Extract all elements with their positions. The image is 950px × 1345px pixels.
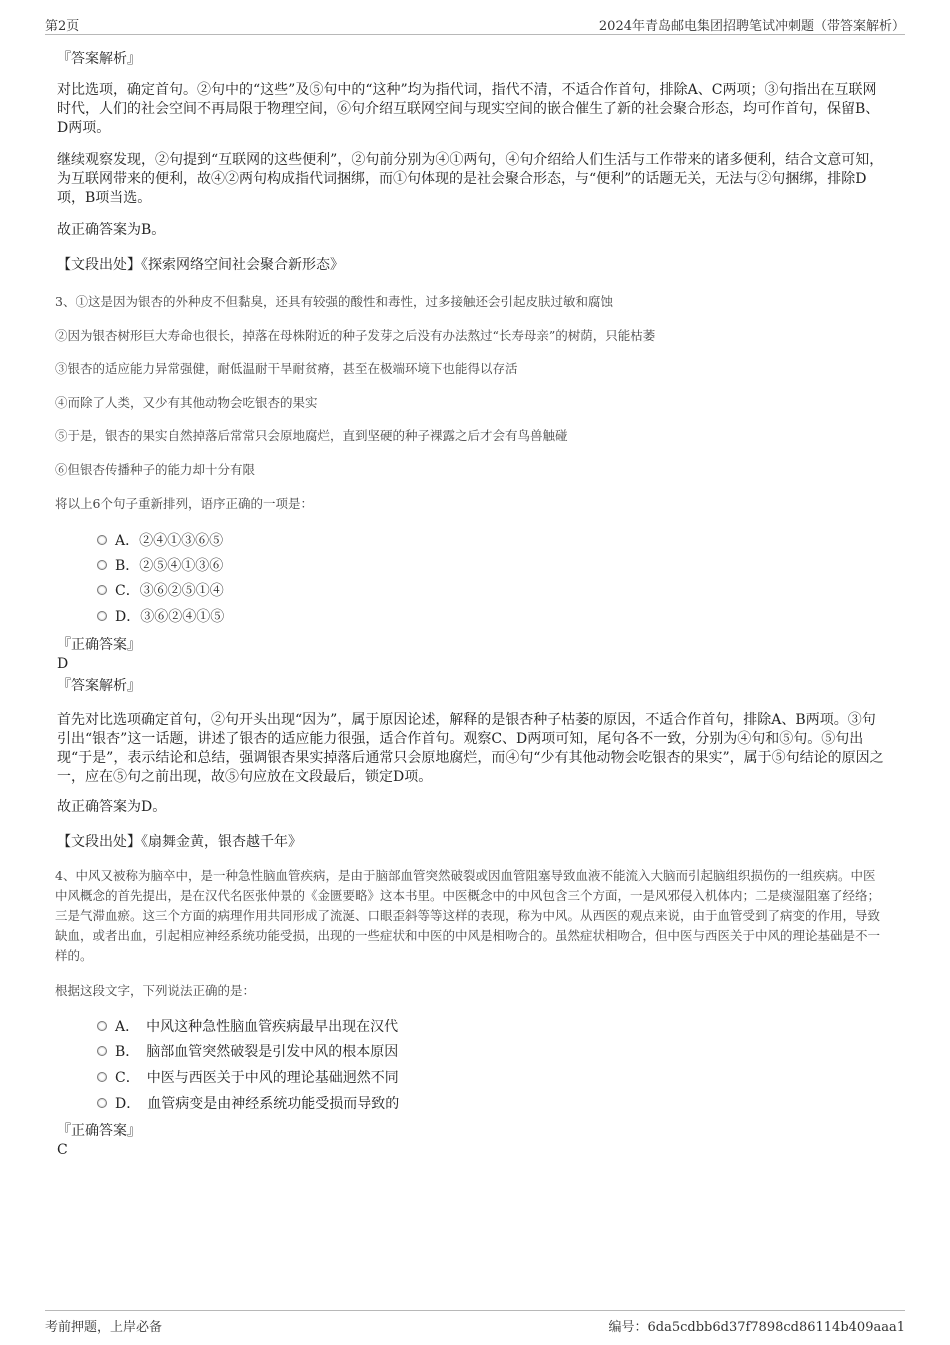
option-label: D． 血管病变是由神经系统功能受损而导致的: [115, 1096, 400, 1112]
q3-sentence-2: ②因为银杏树形巨大寿命也很长，掉落在母株附近的种子发芽之后没有办法熬过“长寿母亲”的树荫，只能枯萎: [55, 328, 656, 343]
radio-icon[interactable]: [97, 560, 107, 570]
option-label: B． 脑部血管突然破裂是引发中风的根本原因: [115, 1044, 399, 1060]
q3-option-d[interactable]: [97, 606, 224, 626]
option-label: A．②④①③⑥⑤: [115, 533, 224, 549]
q3-sentence-3: ③银杏的适应能力异常强健，耐低温耐干旱耐贫瘠，甚至在极端环境下也能得以存活: [55, 361, 518, 376]
radio-icon[interactable]: [97, 1098, 107, 1108]
option-label: C．③⑥②⑤①④: [115, 583, 224, 599]
q2-analysis-paragraph-2: 继续观察发现，②句提到“互联网的这些便利”，②句前分别为④①两句，④句介绍给人们生活与工作带来的诸多便利，结合文意可知，为互联网带来的便利，故④②两句构成指代词捆绑，而①句体现的是社会聚合形态，与“便利”的话题无关，无法与②句捆绑，排除D项，B项当选。: [57, 152, 884, 206]
q4-option-a[interactable]: [97, 1016, 398, 1036]
q4-answer-label: 『正确答案』: [57, 1123, 141, 1139]
q3-sentence-5: ⑤于是，银杏的果实自然掉落后常常只会原地腐烂，直到坚硬的种子裸露之后才会有鸟兽触碰: [55, 428, 568, 443]
option-label: D．③⑥②④①⑤: [115, 609, 225, 625]
radio-icon[interactable]: [97, 1072, 107, 1082]
radio-icon[interactable]: [97, 1021, 107, 1031]
q4-answer: C: [57, 1142, 68, 1158]
radio-icon[interactable]: [97, 1046, 107, 1056]
q3-analysis: 首先对比选项确定首句，②句开头出现“因为”，属于原因论述，解释的是银杏种子枯萎的原因，不适合作首句，排除A、B两项。③句引出“银杏”这一话题，讲述了银杏的适应能力很强，适合作首句。观察C、D两项可知，尾句各不一致，分别为④句和⑤句。⑤句出现“于是”，表示结论和总结，强调银杏果实掉落后通常只会原地腐烂，而④句“少有其他动物会吃银杏的果实”，属于⑤句结论的原因之一，应在⑤句之前出现，故⑤句应放在文段最后，锁定D项。: [57, 712, 884, 785]
page-number: 第2页: [45, 19, 80, 34]
q3-option-a[interactable]: [97, 530, 223, 550]
q4-stem: 4、中风又被称为脑卒中，是一种急性脑血管疾病，是由于脑部血管突然破裂或因血管阻塞导致血液不能流入大脑而引起脑组织损伤的一组疾病。中医中风概念的首先提出，是在汉代名医张仲景的《金匮要略》这本书里。中医概念中的中风包含三个方面，一是风邪侵入机体内；二是痰湿阻塞了经络；三是气滞血瘀。这三个方面的病理作用共同形成了流涎、口眼歪斜等等这样的表现，称为中风。从西医的观点来说，由于血管受到了病变的作用，导致缺血，或者出血，引起相应神经系统功能受损，出现的一些症状和中医的中风是相吻合的。虽然症状相吻合，但中医与西医关于中风的理论基础是不一样的。: [55, 868, 881, 963]
q2-conclusion: 故正确答案为B。: [57, 222, 166, 238]
footer-slogan: 考前押题，上岸必备: [45, 1320, 163, 1335]
option-label: A． 中风这种急性脑血管疾病最早出现在汉代: [115, 1019, 399, 1035]
option-label: B．②⑤④①③⑥: [115, 558, 224, 574]
q2-source: 【文段出处】《探索网络空间社会聚合新形态》: [57, 257, 344, 273]
q3-prompt: 将以上6个句子重新排列，语序正确的一项是：: [55, 496, 313, 511]
q3-sentence-6: ⑥但银杏传播种子的能力却十分有限: [55, 462, 256, 477]
document-title: 2024年青岛邮电集团招聘笔试冲刺题（带答案解析）: [598, 19, 905, 34]
q3-sentence-4: ④而除了人类，又少有其他动物会吃银杏的果实: [55, 395, 318, 410]
q4-prompt: 根据这段文字，下列说法正确的是：: [55, 983, 256, 998]
option-label: C． 中医与西医关于中风的理论基础迥然不同: [115, 1070, 399, 1086]
q3-option-b[interactable]: [97, 555, 223, 575]
radio-icon[interactable]: [97, 535, 107, 545]
q3-answer-label: 『正确答案』: [57, 637, 141, 653]
radio-icon[interactable]: [97, 611, 107, 621]
q3-sentence-1: 3、①这是因为银杏的外种皮不但黏臭，还具有较强的酸性和毒性，过多接触还会引起皮肤过敏和腐蚀: [55, 294, 613, 309]
q3-conclusion: 故正确答案为D。: [57, 799, 167, 815]
document-code: 编号：6da5cdbb6d37f7898cd86114b409aaa1: [608, 1320, 905, 1335]
q4-option-d[interactable]: [97, 1093, 399, 1113]
q4-option-b[interactable]: [97, 1041, 398, 1061]
q2-analysis-paragraph-1: 对比选项，确定首句。②句中的“这些”及⑤句中的“这种”均为指代词，指代不清，不适合作首句，排除A、C两项；③句指出在互联网时代，人们的社会空间不再局限于物理空间，⑥句介绍互联网空间与现实空间的嵌合催生了新的社会聚合形态，均可作首句，保留B、D两项。: [57, 82, 880, 136]
q4-option-c[interactable]: [97, 1067, 399, 1087]
q3-analysis-label: 『答案解析』: [57, 678, 141, 694]
q3-option-c[interactable]: [97, 580, 224, 600]
q2-analysis-label: 『答案解析』: [57, 51, 141, 67]
page-footer: [45, 1310, 905, 1335]
q3-answer: D: [57, 656, 69, 672]
q3-source: 【文段出处】《扇舞金黄，银杏越千年》: [57, 834, 302, 850]
radio-icon[interactable]: [97, 585, 107, 595]
page-header: [45, 14, 905, 35]
